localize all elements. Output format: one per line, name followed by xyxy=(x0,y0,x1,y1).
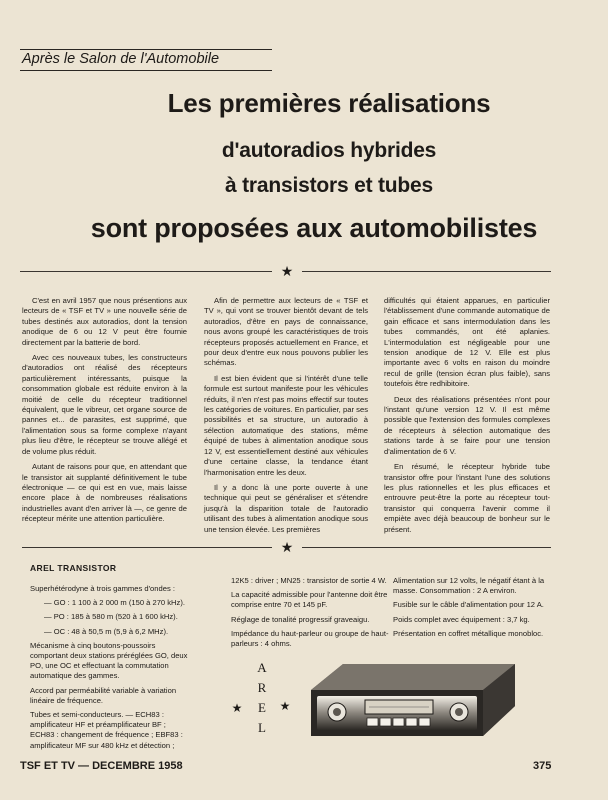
spec-text: — OC : 48 à 50,5 m (5,9 à 6,2 MHz). xyxy=(44,626,169,636)
footer-publication: TSF ET TV — DECEMBRE 1958 xyxy=(20,760,183,772)
spec-text: Impédance du haut-parleur ou groupe de haut-parleurs : 4 ohms. xyxy=(231,628,389,649)
spec-text: Poids complet avec équipement : 3,7 kg. xyxy=(393,614,530,624)
divider-star-icon: ★ xyxy=(280,539,294,555)
spec-text: Tubes et semi-conducteurs. — ECH83 : amplificateur HF et préamplificateur BF ; ECH83 : changement de fréquence ; EBF83 : amplificateur MF sur 480 kHz et détection ; xyxy=(30,710,183,750)
divider-rule-left xyxy=(22,547,272,548)
spec-text: Superhétérodyne à trois gammes d'ondes : xyxy=(30,584,175,593)
spec-text: 12K5 : driver ; MN25 : transistor de sortie 4 W. xyxy=(231,576,387,585)
headline-line-4: sont proposées aux automobilistes xyxy=(90,213,538,243)
arel-spec-column-1 xyxy=(30,584,190,755)
arel-logo-letter: E xyxy=(258,700,266,715)
headline-line-2: d'autoradios hybrides xyxy=(221,139,437,162)
arel-section-title: AREL TRANSISTOR xyxy=(30,563,117,573)
paragraph: Deux des réalisations présentées n'ont pour l'instant qu'une version 12 V. Il est même possible que l'extension des formules complexes de récepteurs à sélection automatique des stations tarde à se faire pour une tension d'alimentation de 6 V. xyxy=(384,394,550,456)
paragraph: Il est bien évident que si l'intérêt d'une telle formule est surtout manifeste pour les véhicules réduits, il n'en n'est pas moins effectif sur toutes les catégories de voitures. En particulier, par ses possibilités et sa structure, un autoradio à sélection automatique des stations, même équipé de tubes à alimentation anodique sous 12 V, est essentiellement destiné aux véhicules d'une certaine classe, la tendance étant l'harmonisation entre les deux. xyxy=(204,373,368,477)
article-column-1 xyxy=(22,296,187,530)
spec-text: Alimentation sur 12 volts, le négatif étant à la masse. Consommation : 2 A environ. xyxy=(393,576,545,596)
paragraph: Il y a donc là une porte ouverte à une technique qui peut se généraliser et s'étendre jusqu'à la disparition totale de l'autoradio utilisant des tubes à alimentation anodique sous une tension élevée. Les premières xyxy=(204,482,368,534)
paragraph: difficultés qui étaient apparues, en particulier l'établissement d'une commande automatique de gain efficace et sans intermodulation dans les tubes commandés, ont été aplanies. L'intermodulation est négligeable pour une tension anodique de 12 V. Elle est plus importante avec 6 volts en raison du moindre recul de grille (tension écran plus faible), sans toutefois être redhibitoire. xyxy=(384,296,550,389)
spec-text: Présentation en coffret métallique monobloc. xyxy=(393,628,544,638)
arel-spec-column-2 xyxy=(231,576,391,653)
spec-text: — PO : 185 à 580 m (520 à 1 600 kHz). xyxy=(44,612,178,622)
spec-text: Réglage de tonalité progressif graveaigu. xyxy=(231,614,370,624)
paragraph: Autant de raisons pour que, en attendant que le transistor ait supplanté définitivement le tube électronique — ce qui est en vue, mais laisse encore place à de nombreuses réalisations industrielles avant d'en arriver là —, ce genre de récepteur mérite une attention particulière. xyxy=(22,462,187,524)
article-column-2 xyxy=(204,296,368,540)
spec-text: Fusible sur le câble d'alimentation pour 12 A. xyxy=(393,600,544,610)
paragraph: C'est en avril 1957 que nous présentions aux lecteurs de « TSF et TV » une nouvelle série de tubes destinés aux autoradios, dont la tension anodique de 6 ou 12 V peut être fournie directement par la batterie de bord. xyxy=(22,296,187,347)
logo-star-icon: ★ xyxy=(279,699,291,713)
arel-logo-letter: L xyxy=(258,720,266,735)
logo-star-icon: ★ xyxy=(231,701,243,715)
headline-line-1: Les premières réalisations xyxy=(167,88,491,118)
page-number: 375 xyxy=(533,760,552,772)
divider-rule-right xyxy=(302,271,551,272)
spec-text: Accord par perméabilité variable à variation linéaire de fréquence. xyxy=(30,685,177,705)
headline-line-3: à transistors et tubes xyxy=(225,174,433,197)
divider-rule-left xyxy=(20,271,272,272)
spec-text: — GO : 1 100 à 2 000 m (150 à 270 kHz). xyxy=(44,598,185,608)
paragraph: Afin de permettre aux lecteurs de « TSF et TV », qui vont se trouver bientôt devant de tels autoradios, d'être en pays de connaissance, nous avons groupé les caractéristiques de trois récepteurs proposés actuellement en France, et pour deux d'entre eux nous pouvons publier les schémas. xyxy=(204,296,368,368)
arel-logo-letter: R xyxy=(257,680,267,695)
section-rubric: Après le Salon de l'Automobile xyxy=(20,49,272,71)
spec-text: La capacité admissible pour l'antenne doit être comprise entre 70 et 145 pF. xyxy=(231,590,388,610)
arel-logo-letter: A xyxy=(257,660,267,675)
divider-star-icon: ★ xyxy=(280,263,294,279)
paragraph: En résumé, le récepteur hybride tube transistor offre pour l'instant l'une des solutions les plus rationnelles et les plus efficaces et entrouvre peut-être la porte au récepteur tout-transistor qui conquerra l'avenir comme il empiète avec déjà beaucoup de bonheur sur le présent. xyxy=(384,462,550,534)
arel-spec-column-3 xyxy=(393,576,551,643)
divider-rule-right xyxy=(302,547,551,548)
spec-text: Mécanisme à cinq boutons-poussoirs comportant deux stations préréglées GO, deux PO, une OC et effectuant la commutation automatique des gammes. xyxy=(30,640,188,681)
car-radio-photo xyxy=(303,660,523,740)
article-column-3 xyxy=(384,296,550,540)
paragraph: Avec ces nouveaux tubes, les constructeurs d'autoradios ont réalisé des récepteurs particulièrement intéressants, puisque la consommation globale est réduite environ à la moitié de celle du récepteur traditionnel équivalent, que le vibreur, cet organe source de pannes et... de parasites, est supprimé, que l'alimentation sous sa forme complexe n'ayant plus lieu d'être, le récepteur se trouve allégé et de volume plus réduit. xyxy=(22,353,187,456)
